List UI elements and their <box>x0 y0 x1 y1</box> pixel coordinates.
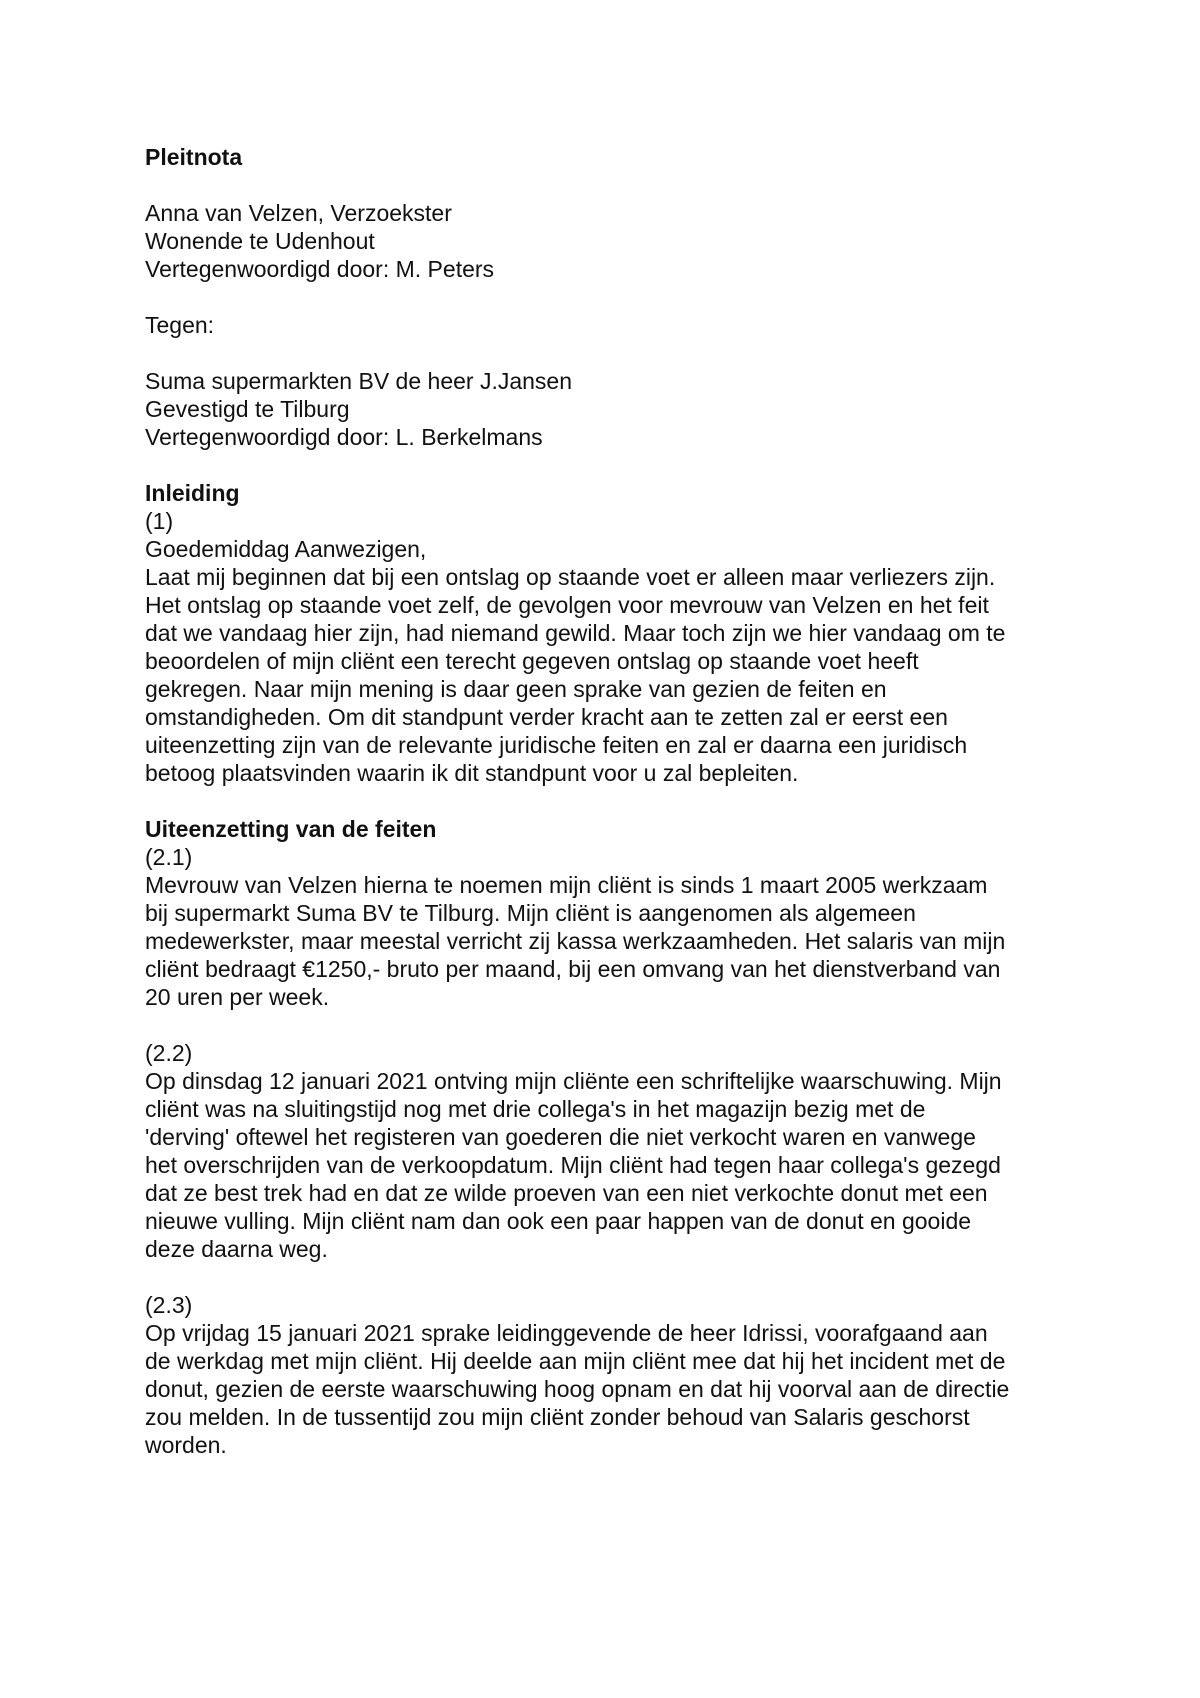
plaintiff-representative: Vertegenwoordigd door: M. Peters <box>145 256 495 282</box>
defendant-name: Suma supermarkten BV de heer J.Jansen <box>145 368 573 394</box>
section-heading: Uiteenzetting van de feiten <box>145 816 437 842</box>
paragraph-line: cliënt was na sluitingstijd nog met drie collega's in het magazijn bezig met de <box>145 1096 926 1122</box>
paragraph-line: gekregen. Naar mijn mening is daar geen sprake van gezien de feiten en <box>145 676 887 702</box>
paragraph-line: 'derving' oftewel het registeren van goederen die niet verkocht waren en vanwege <box>145 1124 976 1150</box>
plaintiff-name: Anna van Velzen, Verzoekster <box>145 200 452 226</box>
against-label: Tegen: <box>145 312 215 338</box>
paragraph-line: nieuwe vulling. Mijn cliënt nam dan ook een paar happen van de donut en gooide <box>145 1208 972 1234</box>
paragraph-line: Op dinsdag 12 januari 2021 ontving mijn cliënte een schriftelijke waarschuwing. Mijn <box>145 1068 1002 1094</box>
spacer <box>145 283 1075 311</box>
spacer <box>145 339 1075 367</box>
document-page <box>145 143 1075 1459</box>
paragraph-number: (2.3) <box>145 1292 193 1318</box>
paragraph-2-2 <box>145 1039 1075 1263</box>
paragraph-line: deze daarna weg. <box>145 1236 328 1262</box>
paragraph-line: 20 uren per week. <box>145 984 330 1010</box>
plaintiff-residence: Wonende te Udenhout <box>145 228 375 254</box>
spacer <box>145 451 1075 479</box>
paragraph-line: de werkdag met mijn cliënt. Hij deelde aan mijn cliënt mee dat hij het incident met de <box>145 1348 1006 1374</box>
defendant-block <box>145 367 1075 451</box>
paragraph-line: donut, gezien de eerste waarschuwing hoog opnam en dat hij voorval aan de directie <box>145 1376 1010 1402</box>
paragraph-line: beoordelen of mijn cliënt een terecht gegeven ontslag op staande voet heeft <box>145 648 919 674</box>
defendant-location: Gevestigd te Tilburg <box>145 396 350 422</box>
paragraph-line: omstandigheden. Om dit standpunt verder kracht aan te zetten zal er eerst een <box>145 704 948 730</box>
plaintiff-block <box>145 199 1075 283</box>
paragraph-number: (1) <box>145 508 174 534</box>
paragraph-line: dat ze best trek had en dat ze wilde proeven van een niet verkochte donut met een <box>145 1180 988 1206</box>
paragraph-line: zou melden. In de tussentijd zou mijn cliënt zonder behoud van Salaris geschorst <box>145 1404 970 1430</box>
spacer <box>145 787 1075 815</box>
spacer <box>145 1011 1075 1039</box>
spacer <box>145 1263 1075 1291</box>
spacer <box>145 171 1075 199</box>
paragraph-number: (2.1) <box>145 844 193 870</box>
paragraph-2-3 <box>145 1291 1075 1459</box>
paragraph-line: Goedemiddag Aanwezigen, <box>145 536 427 562</box>
paragraph-line: medewerkster, maar meestal verricht zij kassa werkzaamheden. Het salaris van mijn <box>145 928 1006 954</box>
paragraph-line: dat we vandaag hier zijn, had niemand gewild. Maar toch zijn we hier vandaag om te <box>145 620 1006 646</box>
paragraph-line: betoog plaatsvinden waarin ik dit standpunt voor u zal bepleiten. <box>145 760 799 786</box>
paragraph-line: bij supermarkt Suma BV te Tilburg. Mijn cliënt is aangenomen als algemeen <box>145 900 916 926</box>
section-introduction <box>145 479 1075 787</box>
paragraph-number: (2.2) <box>145 1040 193 1066</box>
paragraph-line: cliënt bedraagt €1250,- bruto per maand, bij een omvang van het dienstverband van <box>145 956 1001 982</box>
section-facts <box>145 815 1075 1459</box>
paragraph-line: Mevrouw van Velzen hierna te noemen mijn cliënt is sinds 1 maart 2005 werkzaam <box>145 872 988 898</box>
paragraph-line: het overschrijden van de verkoopdatum. Mijn cliënt had tegen haar collega's gezegd <box>145 1152 1001 1178</box>
section-heading: Inleiding <box>145 480 240 506</box>
paragraph-line: Laat mij beginnen dat bij een ontslag op staande voet er alleen maar verliezers zijn. <box>145 564 996 590</box>
paragraph-2-1 <box>145 843 1075 1011</box>
paragraph-line: Op vrijdag 15 januari 2021 sprake leidinggevende de heer Idrissi, voorafgaand aan <box>145 1320 988 1346</box>
paragraph-line: Het ontslag op staande voet zelf, de gevolgen voor mevrouw van Velzen en het feit <box>145 592 989 618</box>
document-title: Pleitnota <box>145 144 243 170</box>
paragraph-line: uiteenzetting zijn van de relevante juridische feiten en zal er daarna een juridisch <box>145 732 968 758</box>
paragraph-line: worden. <box>145 1432 227 1458</box>
defendant-representative: Vertegenwoordigd door: L. Berkelmans <box>145 424 543 450</box>
